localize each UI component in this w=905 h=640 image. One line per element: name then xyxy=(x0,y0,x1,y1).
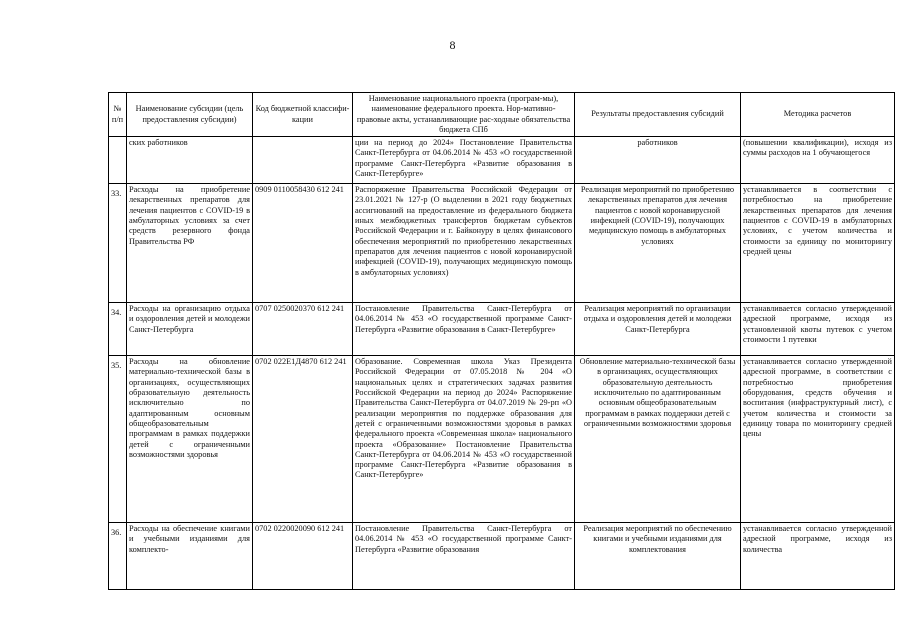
row-acts: ции на период до 2024» Постановление Правительства Санкт-Петербурга от 04.06.2014 № 453 «О государственной программе Санкт-Петербурга «Развитие образования в Санкт-Петербурге» xyxy=(353,137,575,184)
row-result: Реализация мероприятий по обеспечению книгами и учебными изданиями для комплектования xyxy=(575,523,741,590)
row-result: работников xyxy=(575,137,741,184)
row-number: 33. xyxy=(109,184,127,303)
row-method: устанавливается в соответствии с потребностью на приобретение лекарственных препаратов для лечения пациентов с COVID-19 в амбулаторных условиях, с учетом количества и стоимости за единицу по мониторингу средней цены xyxy=(741,184,895,303)
table-row xyxy=(109,356,895,523)
row-number: 35. xyxy=(109,356,127,523)
row-subsidy-name: ских работников xyxy=(127,137,253,184)
row-acts: Постановление Правительства Санкт-Петербурга от 04.06.2014 № 453 «О государственной программе Санкт-Петербурга «Развитие образования xyxy=(353,523,575,590)
row-budget-code: 0702 022E1Д4870 612 241 xyxy=(253,356,353,523)
row-number xyxy=(109,137,127,184)
row-subsidy-name: Расходы на организацию отдыха и оздоровления детей и молодежи Санкт-Петербурга xyxy=(127,303,253,356)
table-row xyxy=(109,137,895,184)
row-acts: Распоряжение Правительства Российской Федерации от 23.01.2021 № 127-р (О выделении в 2021 году бюджетных ассигнований на предоставление из федерального бюджета иных межбюджетных трансфертов бюджетам субъектов Российской Федерации и г. Байконуру в целях финансового обеспечения мероприятий по приобретению лекарственных препаратов для лечения пациентов с новой коронавирусной инфекцией (COVID-19), получающих медицинскую помощь в амбулаторных условиях) xyxy=(353,184,575,303)
row-acts: Образование. Современная школа Указ Президента Российской Федерации от 07.05.2018 № 204 «О национальных целях и стратегических задачах развития Российской Федерации на период до 2024» Распоряжение Правительства Санкт-Петербурга от 04.07.2019 № 29-рп «О реализации мероприятия по поддержке образования для детей с ограниченными возможностями здоровья в рамках федерального проекта «Современная школа» национального проекта «Образование» Постановление Правительства Санкт-Петербурга от 04.06.2014 № 453 «О государственной программе Санкт-Петербурга «Развитие образования в Санкт-Петербурге» xyxy=(353,356,575,523)
page-number: 8 xyxy=(449,38,456,52)
header-results: Результаты предоставления субсидий xyxy=(575,93,741,137)
row-method: (повышении квалификации), исходя из суммы расходов на 1 обучающегося xyxy=(741,137,895,184)
row-subsidy-name: Расходы на обеспечение книгами и учебными изданиями для комплекто- xyxy=(127,523,253,590)
row-number: 36. xyxy=(109,523,127,590)
header-number: № п/п xyxy=(109,93,127,137)
row-acts: Постановление Правительства Санкт-Петербурга от 04.06.2014 № 453 «О государственной программе Санкт-Петербурга «Развитие образования в Санкт-Петербурге» xyxy=(353,303,575,356)
row-number: 34. xyxy=(109,303,127,356)
row-budget-code: 0702 0220020090 612 241 xyxy=(253,523,353,590)
table-header-row xyxy=(109,93,895,137)
table-row xyxy=(109,184,895,303)
row-subsidy-name: Расходы на обновление материально-технической базы в организациях, осуществляющих образовательную деятельность исключительно по адаптированным основным общеобразовательным программам в рамках поддержки детей с ограниченными возможностями здоровья xyxy=(127,356,253,523)
row-method: устанавливается согласно утвержденной адресной программе, исходя из количества xyxy=(741,523,895,590)
table-row xyxy=(109,303,895,356)
row-budget-code xyxy=(253,137,353,184)
table-row xyxy=(109,523,895,590)
row-budget-code: 0909 0110058430 612 241 xyxy=(253,184,353,303)
header-subsidy-name: Наименование субсидии (цель предоставления субсидии) xyxy=(127,93,253,137)
header-method: Методика расчетов xyxy=(741,93,895,137)
row-result: Реализация мероприятий по организации отдыха и оздоровления детей и молодежи Санкт-Петербурга xyxy=(575,303,741,356)
row-method: устанавливается согласно утвержденной адресной программе, в соответствии с потребностью приобретения оборудования, средств обучения и воспитания (инфраструктурный лист), с учетом количества и стоимости за единицу товара по мониторингу средней цены xyxy=(741,356,895,523)
row-result: Реализация мероприятий по приобретению лекарственных препаратов для лечения пациентов с новой коронавирусной инфекцией (COVID-19), получающих медицинскую помощь в амбулаторных условиях xyxy=(575,184,741,303)
row-result: Обновление материально-технической базы в организациях, осуществляющих образовательную деятельность исключительно по адаптированным основным общеобразовательным программам в рамках поддержки детей с ограниченными возможностями здоровья xyxy=(575,356,741,523)
row-method: устанавливается согласно утвержденной адресной программе, исходя из установленной квоты путевок с учетом стоимости 1 путевки xyxy=(741,303,895,356)
row-subsidy-name: Расходы на приобретение лекарственных препаратов для лечения пациентов с COVID-19 в амбулаторных условиях за счет средств резервного фонда Правительства РФ xyxy=(127,184,253,303)
header-national-project: Наименование национального проекта (програм-мы), наименование федерального проекта. Нор-мативно-правовые акты, устанавливающие рас-ходные обязательства бюджета СПб xyxy=(353,93,575,137)
subsidy-table xyxy=(108,92,895,590)
row-budget-code: 0707 0250020370 612 241 xyxy=(253,303,353,356)
header-budget-code: Код бюджетной классифи-кации xyxy=(253,93,353,137)
